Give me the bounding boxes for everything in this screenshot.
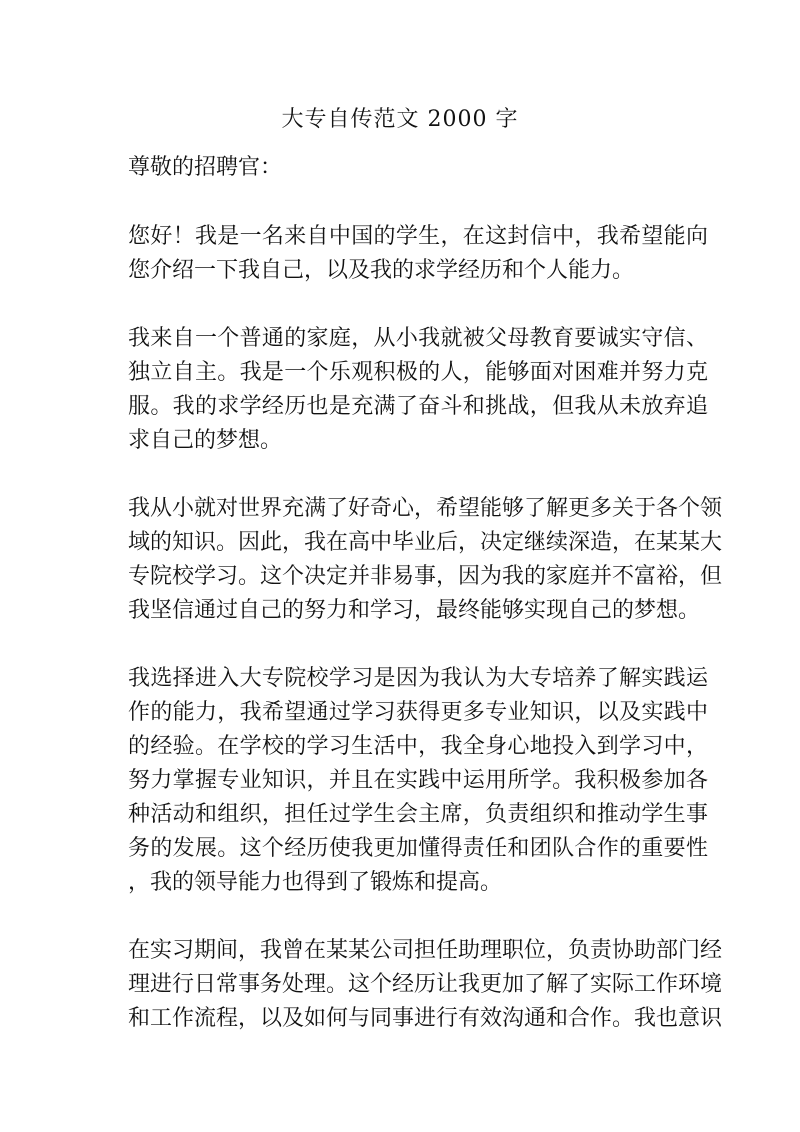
text-line: 作的能力，我希望通过学习获得更多专业知识，以及实践中 xyxy=(128,700,708,725)
text-line: 求自己的梦想。 xyxy=(128,428,283,453)
text-line: 我选择进入大专院校学习是因为我认为大专培养了解实践运 xyxy=(128,666,708,691)
text-line: 务的发展。这个经历使我更加懂得责任和团队合作的重要性 xyxy=(128,836,708,861)
salutation: 尊敬的招聘官： xyxy=(128,155,283,180)
document-body xyxy=(128,220,723,1070)
text-line: 专院校学习。这个决定并非易事，因为我的家庭并不富裕，但 xyxy=(128,564,723,589)
text-line: 您好！我是一名来自中国的学生，在这封信中，我希望能向 xyxy=(128,224,708,249)
text-line: ，我的领导能力也得到了锻炼和提高。 xyxy=(128,870,503,895)
text-line: 域的知识。因此，我在高中毕业后，决定继续深造，在某某大 xyxy=(128,530,723,555)
text-line: 在实习期间，我曾在某某公司担任助理职位，负责协助部门经 xyxy=(128,938,723,963)
text-line: 的经验。在学校的学习生活中，我全身心地投入到学习中， xyxy=(128,734,708,759)
paragraph-college xyxy=(128,662,708,900)
text-line: 独立自主。我是一个乐观积极的人，能够面对困难并努力克 xyxy=(128,360,708,385)
text-line: 和工作流程，以及如何与同事进行有效沟通和合作。我也意识 xyxy=(128,1006,723,1031)
paragraph-internship xyxy=(128,934,723,1036)
text-line: 服。我的求学经历也是充满了奋斗和挑战，但我从未放弃追 xyxy=(128,394,708,419)
document-title: 大专自传范文 2000 字 xyxy=(281,107,519,132)
text-line: 种活动和组织，担任过学生会主席，负责组织和推动学生事 xyxy=(128,802,708,827)
text-line: 努力掌握专业知识，并且在实践中运用所学。我积极参加各 xyxy=(128,768,708,793)
paragraph-background xyxy=(128,322,708,458)
text-line: 我来自一个普通的家庭，从小我就被父母教育要诚实守信、 xyxy=(128,326,708,351)
paragraph-greeting xyxy=(128,220,708,288)
text-line: 我从小就对世界充满了好奇心，希望能够了解更多关于各个领 xyxy=(128,496,723,521)
text-line: 理进行日常事务处理。这个经历让我更加了解了实际工作环境 xyxy=(128,972,723,997)
text-line: 您介绍一下我自己，以及我的求学经历和个人能力。 xyxy=(128,258,635,283)
text-line: 我坚信通过自己的努力和学习，最终能够实现自己的梦想。 xyxy=(128,598,701,623)
paragraph-curiosity xyxy=(128,492,723,628)
